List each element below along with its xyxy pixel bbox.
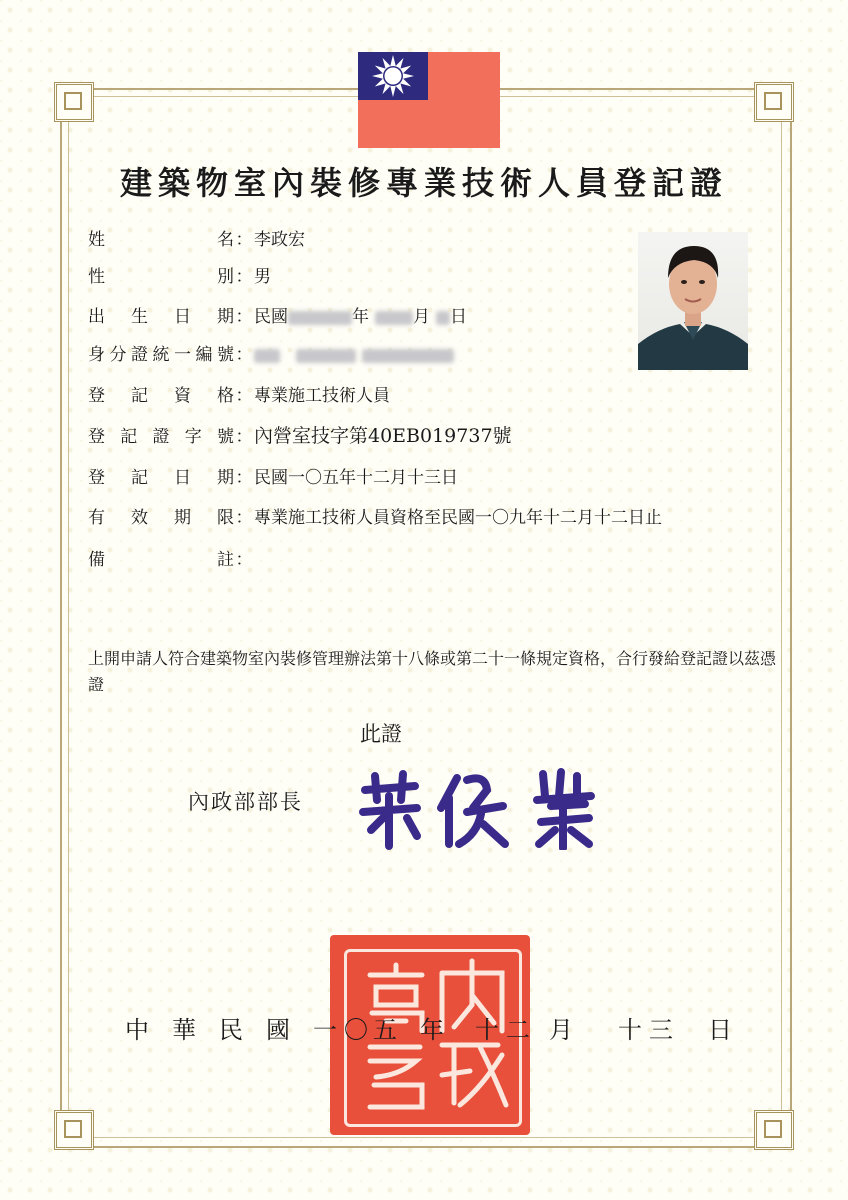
field-birthdate [88, 302, 467, 332]
field-value: 李政宏 [254, 230, 305, 250]
date-char: 十 [618, 1016, 642, 1044]
date-char: 五 [373, 1016, 397, 1044]
field-separator: ： [235, 468, 253, 488]
field-id-number [88, 340, 454, 370]
date-char: 國 [266, 1016, 290, 1044]
date-char: 十 [475, 1016, 499, 1044]
birth-year-suffix: 年 [352, 307, 369, 327]
date-char: 二 [506, 1016, 530, 1044]
field-label: 身分證統一編號 [88, 345, 234, 365]
corner-ornament-tl [54, 82, 94, 122]
date-char: 〇 [344, 1016, 368, 1044]
field-qualification [88, 381, 390, 411]
redacted-month [375, 311, 413, 325]
date-char: 中 [125, 1016, 149, 1044]
field-separator: ： [235, 307, 253, 327]
field-value: 內營室技字第40EB019737號 [254, 425, 512, 447]
holder-photo [638, 232, 748, 370]
field-separator: ： [235, 267, 253, 287]
field-value: 專業施工技術人員 [254, 386, 390, 406]
minister-title: 內政部部長 [188, 790, 303, 814]
field-separator: ： [235, 386, 253, 406]
date-char: 日 [708, 1016, 732, 1044]
minister-signature [355, 760, 605, 854]
field-reg-date [88, 463, 458, 493]
redacted-day [436, 311, 450, 325]
field-gender [88, 262, 271, 292]
date-char: 月 [549, 1016, 573, 1044]
field-remarks [88, 545, 254, 575]
date-char: 三 [649, 1016, 673, 1044]
corner-ornament-bl [54, 1110, 94, 1150]
roc-flag-icon [358, 52, 500, 148]
field-separator: ： [235, 345, 253, 365]
cert-label: 此證 [360, 722, 402, 746]
date-char: 民 [219, 1016, 243, 1044]
field-label: 性別 [88, 267, 234, 287]
field-label: 出生日期 [88, 307, 234, 327]
field-cert-number [88, 421, 512, 451]
certificate-title: 建築物室內裝修專業技術人員登記證 [119, 164, 728, 202]
field-label: 登記資格 [88, 386, 234, 406]
birth-month-suffix: 月 [413, 307, 430, 327]
redacted-id-part [362, 349, 454, 363]
corner-ornament-tr [754, 82, 794, 122]
date-char: 年 [420, 1016, 444, 1044]
redacted-year [288, 311, 352, 325]
field-value: 專業施工技術人員資格至民國一〇九年十二月十二日止 [254, 508, 662, 528]
field-value: 民國一〇五年十二月十三日 [254, 468, 458, 488]
field-validity [88, 503, 662, 533]
field-label: 登記證字號 [88, 427, 234, 447]
field-label: 登記日期 [88, 468, 234, 488]
field-separator: ： [235, 230, 253, 250]
field-separator: ： [235, 508, 253, 528]
birth-day-suffix: 日 [450, 307, 467, 327]
field-label: 備註 [88, 550, 234, 570]
redacted-id-part [296, 349, 356, 363]
field-separator: ： [235, 550, 253, 570]
birth-prefix: 民國 [254, 307, 288, 327]
corner-ornament-br [754, 1110, 794, 1150]
field-value: 男 [254, 267, 271, 287]
redacted-id-part [254, 349, 280, 363]
field-separator: ： [235, 427, 253, 447]
field-label: 有效期限 [88, 508, 234, 528]
statement-text: 上開申請人符合建築物室內裝修管理辦法第十八條或第二十一條規定資格，合行發給登記證以茲憑證 [88, 649, 777, 694]
field-name [88, 225, 305, 255]
field-label: 姓名 [88, 230, 234, 250]
date-char: 一 [313, 1016, 337, 1044]
date-char: 華 [172, 1016, 196, 1044]
